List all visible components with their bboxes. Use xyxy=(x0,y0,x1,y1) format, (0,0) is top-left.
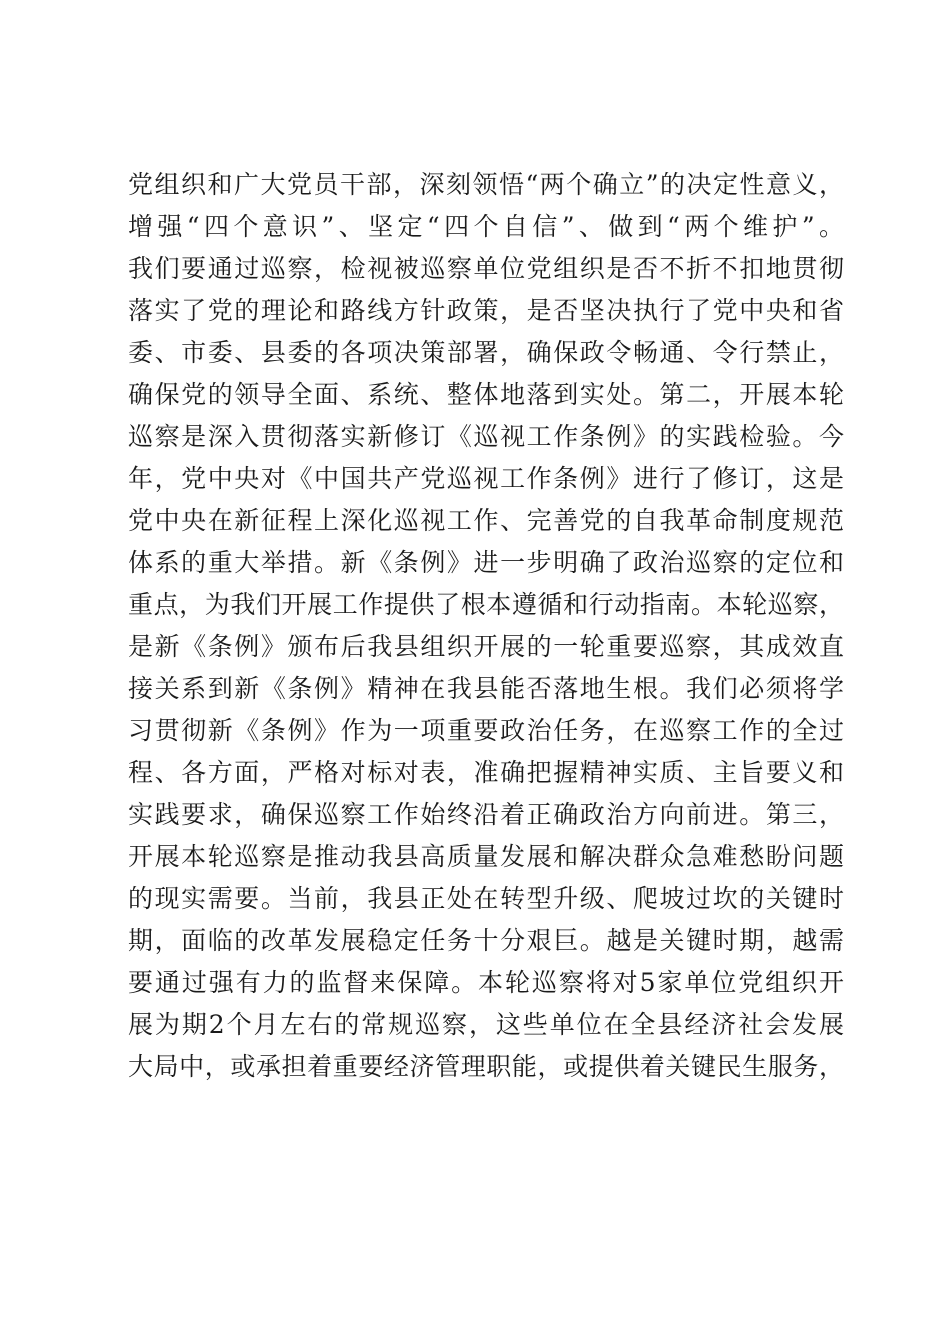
text-line: 我们要通过巡察，检视被巡察单位党组织是否不折不扣地贯彻 xyxy=(128,254,844,283)
text-line: 的现实需要。当前，我县正处在转型升级、爬坡过坎的关键时 xyxy=(128,884,844,913)
text-line: 体系的重大举措。新《条例》进一步明确了政治巡察的定位和 xyxy=(128,548,844,577)
text-line: 党组织和广大党员干部，深刻领悟“两个确立”的决定性意义， xyxy=(128,170,844,199)
text-line: 委、市委、县委的各项决策部署，确保政令畅通、令行禁止， xyxy=(128,338,844,367)
text-line: 巡察是深入贯彻落实新修订《巡视工作条例》的实践检验。今 xyxy=(128,422,844,451)
text-line: 开展本轮巡察是推动我县高质量发展和解决群众急难愁盼问题 xyxy=(128,842,844,871)
text-line: 确保党的领导全面、系统、整体地落到实处。第二，开展本轮 xyxy=(128,380,844,409)
text-line: 期，面临的改革发展稳定任务十分艰巨。越是关键时期，越需 xyxy=(128,926,844,955)
body-paragraph xyxy=(128,164,844,1088)
text-line: 是新《条例》颁布后我县组织开展的一轮重要巡察，其成效直 xyxy=(128,632,844,661)
text-line: 习贯彻新《条例》作为一项重要政治任务，在巡察工作的全过 xyxy=(128,716,844,745)
text-line: 接关系到新《条例》精神在我县能否落地生根。我们必须将学 xyxy=(128,674,844,703)
text-line: 增强“四个意识”、坚定“四个自信”、做到“两个维护”。 xyxy=(128,212,844,241)
text-line: 大局中，或承担着重要经济管理职能，或提供着关键民生服务， xyxy=(128,1052,844,1081)
text-line: 实践要求，确保巡察工作始终沿着正确政治方向前进。第三， xyxy=(128,800,844,829)
text-line: 重点，为我们开展工作提供了根本遵循和行动指南。本轮巡察， xyxy=(128,590,844,619)
text-line: 展为期2个月左右的常规巡察，这些单位在全县经济社会发展 xyxy=(128,1010,844,1039)
text-line: 落实了党的理论和路线方针政策，是否坚决执行了党中央和省 xyxy=(128,296,844,325)
text-line: 要通过强有力的监督来保障。本轮巡察将对5家单位党组织开 xyxy=(128,968,844,997)
text-line: 年，党中央对《中国共产党巡视工作条例》进行了修订，这是 xyxy=(128,464,844,493)
text-line: 程、各方面，严格对标对表，准确把握精神实质、主旨要义和 xyxy=(128,758,844,787)
text-line: 党中央在新征程上深化巡视工作、完善党的自我革命制度规范 xyxy=(128,506,844,535)
